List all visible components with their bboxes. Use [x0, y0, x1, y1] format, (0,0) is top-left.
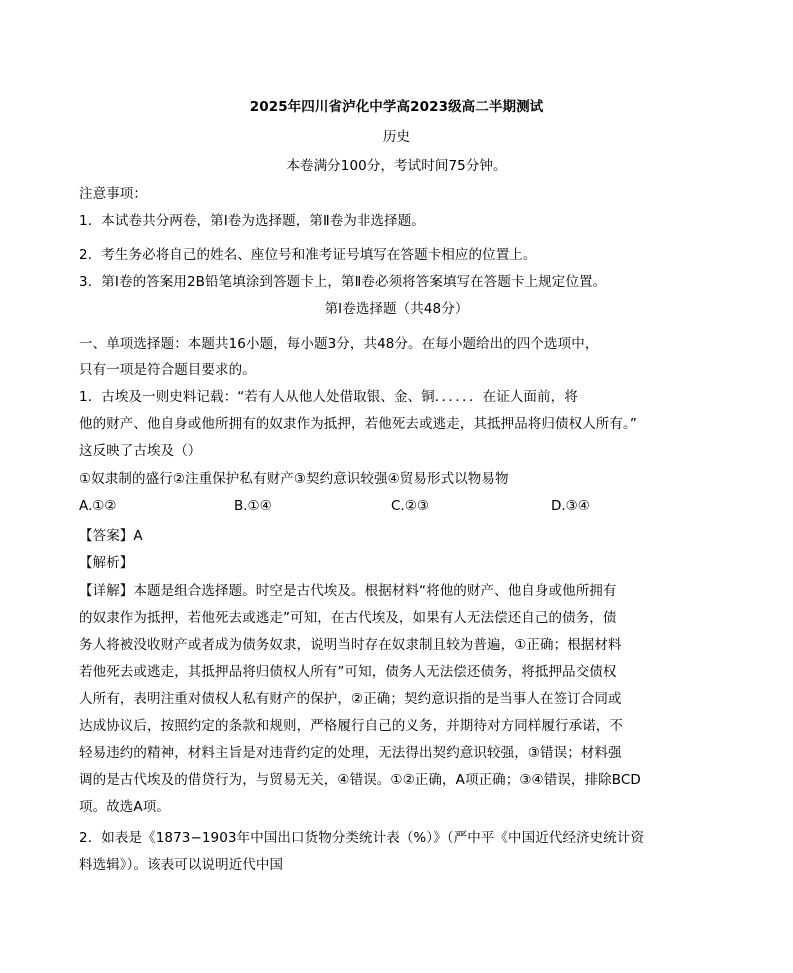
- subject-title: 历史: [382, 129, 411, 145]
- note-item: 2．考生务必将自己的姓名、座位号和准考证号填写在答题卡相应的位置上。: [79, 247, 537, 263]
- q1-detail-line: 【详解】本题是组合选择题。时空是古代埃及。根据材料“将他的财产、他自身或他所拥有: [79, 583, 617, 599]
- q1-option-d: D.③④: [551, 498, 590, 514]
- q1-detail-line: 务人将被没收财产或者成为债务奴隶，说明当时存在奴隶制且较为普遍，①正确；根据材料: [79, 637, 622, 653]
- q1-detail-line: 的奴隶作为抵押，若他死去或逃走”可知，在古代埃及，如果有人无法偿还自己的债务，债: [79, 610, 617, 626]
- q1-stem: 1．古埃及一则史料记载：“若有人从他人处借取银、金、铜．．．．．．在证人面前，将: [79, 389, 578, 405]
- notes-heading: 注意事项：: [79, 186, 147, 202]
- q1-detail-line: 若他死去或逃走，其抵押品将归债权人所有”可知，债务人无法偿还债务，将抵押品交债权: [79, 664, 617, 680]
- q1-stem: 这反映了古埃及（）: [79, 443, 202, 459]
- q1-detail-line: 调的是古代埃及的借贷行为，与贸易无关，④错误。①②正确，A项正确；③④错误，排除BCD: [79, 772, 641, 788]
- q1-detail-line: 轻易违约的精神，材料主旨是对违背约定的处理，无法得出契约意识较强，③错误；材料强: [79, 745, 622, 761]
- q1-option-c: C.②③: [391, 498, 429, 514]
- q1-statements: ①奴隶制的盛行②注重保护私有财产③契约意识较强④贸易形式以物易物: [79, 471, 509, 487]
- q1-detail-line: 达成协议后，按照约定的条款和规则，严格履行自己的义务，并期待对方同样履行承诺，不: [79, 718, 623, 734]
- exam-info: 本卷满分100分，考试时间75分钟。: [286, 158, 507, 174]
- q2-stem: 2．如表是《1873−1903年中国出口货物分类统计表（%）》（严中平《中国近代经济史统计资: [79, 830, 645, 846]
- q1-option-b: B.①④: [234, 498, 272, 514]
- section-intro: 一、单项选择题：本题共16小题，每小题3分，共48分。在每小题给出的四个选项中，: [79, 336, 599, 352]
- note-item: 3．第Ⅰ卷的答案用2B铅笔填涂到答题卡上，第Ⅱ卷必须将答案填写在答题卡上规定位置。: [79, 274, 607, 290]
- q2-stem: 料选辑》）。该表可以说明近代中国: [79, 857, 284, 873]
- note-item: 1．本试卷共分两卷，第Ⅰ卷为选择题，第Ⅱ卷为非选择题。: [79, 213, 425, 229]
- q1-detail-line: 人所有，表明注重对债权人私有财产的保护，②正确；契约意识指的是当事人在签订合同或: [79, 691, 622, 707]
- section-title: 第Ⅰ卷选择题（共48分）: [324, 301, 469, 317]
- q1-analysis-label: 【解析】: [79, 555, 134, 571]
- section-intro: 只有一项是符合题目要求的。: [79, 362, 256, 378]
- q1-stem: 他的财产、他自身或他所拥有的奴隶作为抵押，若他死去或逃走，其抵押品将归债权人所有。”: [79, 416, 637, 432]
- q1-option-a: A.①②: [79, 498, 117, 514]
- q1-detail-line: 项。故选A项。: [79, 799, 170, 815]
- exam-title: 2025年四川省泸化中学高2023级高二半期测试: [249, 99, 544, 115]
- q1-answer: 【答案】A: [79, 528, 143, 544]
